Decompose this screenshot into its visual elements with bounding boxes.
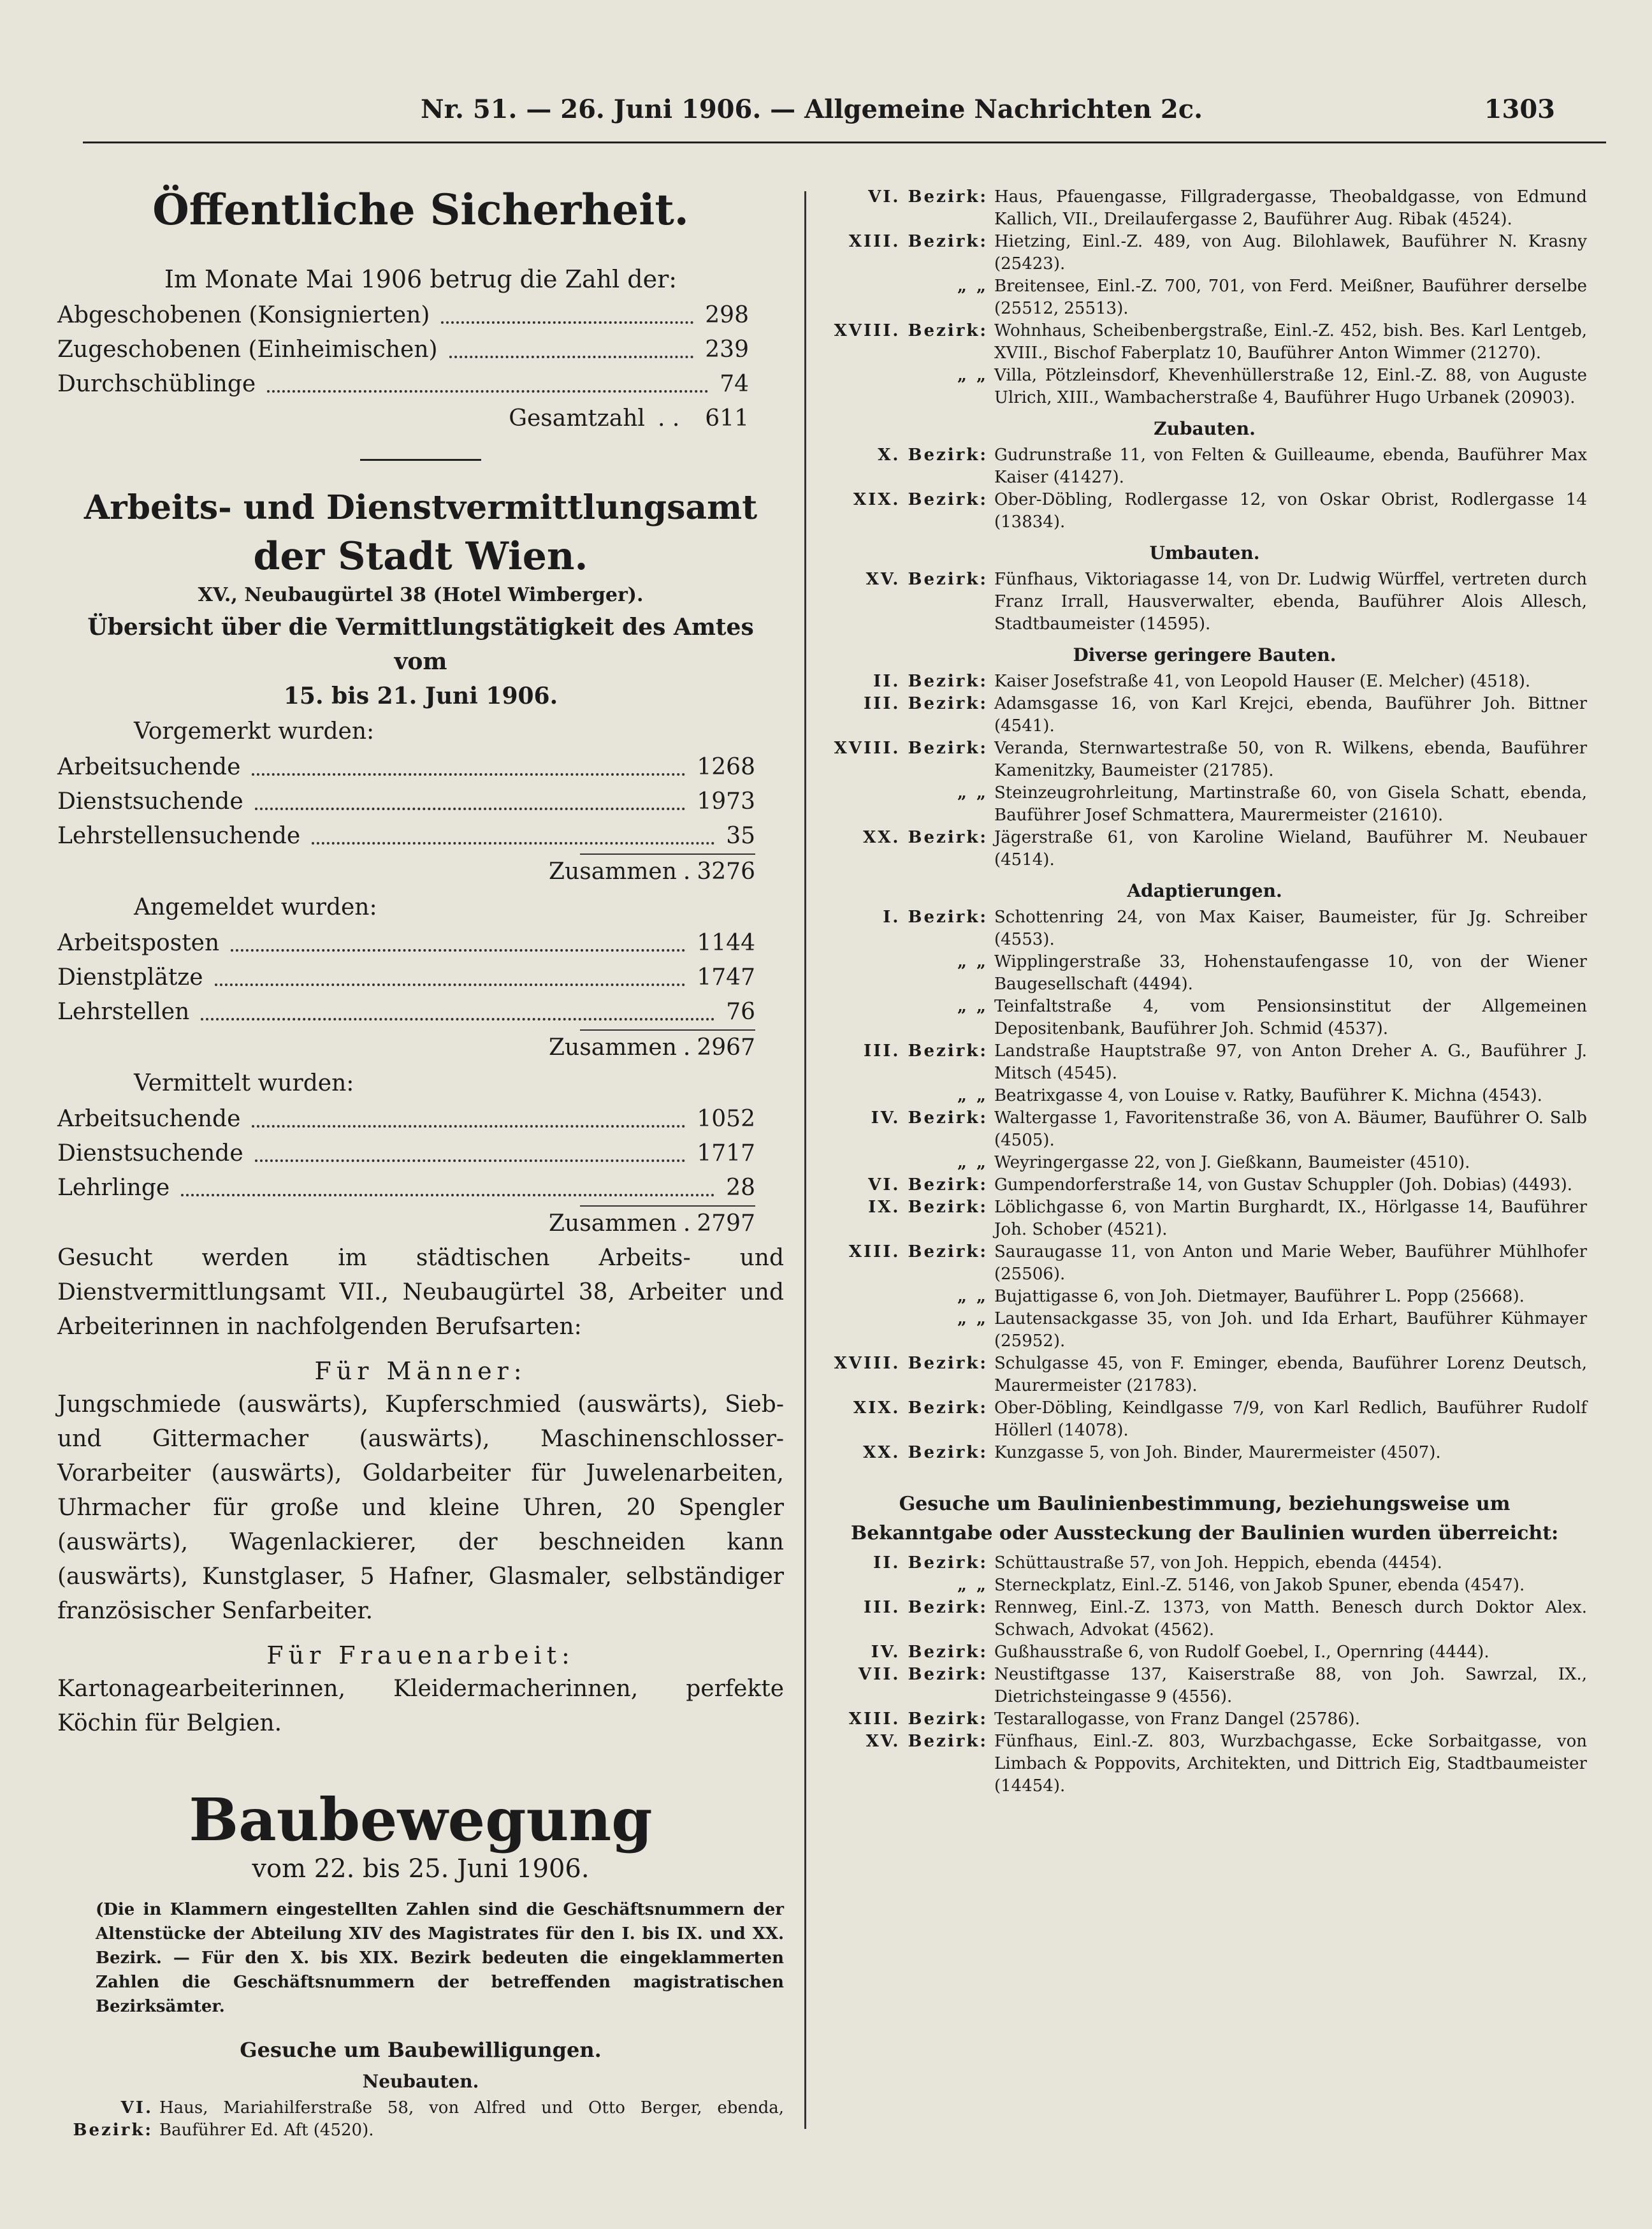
column-divider [804, 191, 806, 2129]
left-column [57, 185, 784, 2142]
frauen-heading: Für Frauenarbeit: [266, 1641, 575, 1669]
total-row: Zusammen . 2967 [580, 1029, 755, 1065]
page-number: 1303 [1484, 94, 1555, 124]
list-item: X. Bezirk: Gudrunstraße 11, von Felten & Guilleaume, ebenda, Bauführer Max Kaiser (41427). [878, 446, 1587, 487]
table-row: Arbeitsuchende 1268 [57, 750, 755, 785]
right-column [822, 186, 1587, 1797]
baubewegung-note: (Die in Klammern eingestellten Zahlen sind die Geschäftsnummern der Altenstücke der Abteilung XIV des Magistrates für den I. bis IX. und XX. Bezirk. — Für den X. bis XIX. Bezirk bedeuten die eingeklammerten Zahlen die Geschäftsnummern der betreffenden magistratischen Bezirksämter. [96, 1900, 784, 2016]
list-item: „ „ Weyringergasse 22, von J. Gießkann, Baumeister (4510). [957, 1153, 1470, 1172]
header-text: Nr. 51. — 26. Juni 1906. — Allgemeine Nachrichten 2c. [421, 94, 1203, 124]
list-item: VI. Bezirk: Gumpendorferstraße 14, von Gustav Schuppler (Joh. Dobias) (4493). [868, 1175, 1573, 1194]
list-item: IV. Bezirk: Gußhausstraße 6, von Rudolf Goebel, I., Opernring (4444). [871, 1643, 1489, 1662]
list-item: „ „ Wipplingerstraße 33, Hohenstaufengasse 10, von der Wiener Baugesellschaft (4494). [957, 952, 1587, 994]
list-item: „ „ Sterneckplatz, Einl.-Z. 5146, von Jakob Spuner, ebenda (4547). [957, 1576, 1525, 1595]
baulinien-heading: Gesuche um Baulinienbestimmung, beziehungsweise um Bekanntgabe oder Aussteckung der Baulinien wurden überreicht: [850, 1493, 1559, 1544]
list-item: XIX. Bezirk: Ober-Döbling, Keindlgasse 7/9, von Karl Redlich, Bauführer Rudolf Höllerl (14078). [853, 1398, 1587, 1440]
list-item: „ „ Teinfaltstraße 4, vom Pensionsinstitut der Allgemeinen Depositenbank, Bauführer Joh. Schmid (4537). [957, 997, 1587, 1038]
umbauten-heading: Umbauten. [1149, 542, 1260, 563]
sicherheit-title: Öffentliche Sicherheit. [152, 185, 689, 235]
table-row: Lehrstellensuchende 35 [57, 819, 755, 853]
list-item: IV. Bezirk: Waltergasse 1, Favoritenstraße 36, von A. Bäumer, Bauführer O. Salb (4505). [871, 1108, 1587, 1150]
list-item: II. Bezirk: Kaiser Josefstraße 41, von Leopold Hauser (E. Melcher) (4518). [873, 672, 1531, 691]
diverse-heading: Diverse geringere Bauten. [1073, 644, 1337, 665]
list-item: III. Bezirk: Rennweg, Einl.-Z. 1373, von Matth. Benesch durch Doktor Alex. Schwach, Advokat (4562). [863, 1598, 1587, 1639]
gesuche-heading: Gesuche um Baubewilligungen. [240, 2038, 602, 2062]
list-item: XIII. Bezirk: Hietzing, Einl.-Z. 489, von Aug. Bilohlawek, Bauführer N. Krasny (25423). [848, 232, 1587, 273]
list-item: VII. Bezirk: Neustiftgasse 137, Kaiserstraße 88, von Joh. Sawrzal, IX., Dietrichsteingasse 9 (4556). [858, 1665, 1587, 1706]
list-item: XVIII. Bezirk: Schulgasse 45, von F. Eminger, ebenda, Bauführer Lorenz Deutsch, Maurermeister (21783). [834, 1354, 1587, 1395]
page-header [421, 94, 1555, 124]
table-row: Dienstsuchende 1717 [57, 1136, 755, 1171]
list-item: XIII. Bezirk: Sauraugasse 11, von Anton und Marie Weber, Bauführer Mühlhofer (25506). [848, 1242, 1587, 1284]
maenner-heading: Für Männer: [314, 1357, 527, 1385]
list-item: XIII. Bezirk: Testarallogasse, von Franz Dangel (25786). [848, 1710, 1360, 1729]
group-heading: Vermittelt wurden: [134, 1070, 354, 1096]
list-item: „ „ Beatrixgasse 4, von Louise v. Ratky, Bauführer K. Michna (4543). [957, 1086, 1542, 1105]
amt-address: XV., Neubaugürtel 38 (Hotel Wimberger). [198, 584, 644, 606]
neubauten-heading: Neubauten. [362, 2071, 479, 2092]
list-item: III. Bezirk: Adamsgasse 16, von Karl Krejci, ebenda, Bauführer Joh. Bittner (4541). [863, 694, 1587, 736]
amt-title: Arbeits- und Dienstvermittlungsamt der Stadt Wien. [83, 488, 758, 579]
table-row: Dienstplätze 1747 [57, 961, 755, 995]
table-row: Abgeschobenen (Konsignierten) 298 [57, 298, 749, 333]
list-item: „ „ Breitensee, Einl.-Z. 700, 701, von Ferd. Meißner, Bauführer derselbe (25512, 25513). [957, 277, 1587, 318]
list-item: XX. Bezirk: Jägerstraße 61, von Karoline Wieland, Bauführer M. Neubauer (4514). [863, 828, 1587, 869]
list-item: XX. Bezirk: Kunzgasse 5, von Joh. Binder, Maurermeister (4507). [863, 1443, 1441, 1462]
group-heading: Vorgemerkt wurden: [134, 718, 375, 744]
list-item: I. Bezirk: Schottenring 24, von Max Kaiser, Baumeister, für Jg. Schreiber (4553). [883, 908, 1587, 949]
table-row: Zugeschobenen (Einheimischen) 239 [57, 333, 749, 367]
group-heading: Angemeldet wurden: [134, 894, 377, 920]
list-item: „ „ Steinzeugrohrleitung, Martinstraße 60, von Gisela Schatt, ebenda, Bauführer Josef Schmattera, Maurermeister (21610). [957, 783, 1587, 825]
list-item: III. Bezirk: Landstraße Hauptstraße 97, von Anton Dreher A. G., Bauführer J. Mitsch (4545). [863, 1042, 1587, 1083]
total-row: Gesamtzahl . . 611 [509, 405, 749, 432]
list-item: II. Bezirk: Schüttaustraße 57, von Joh. Heppich, ebenda (4454). [873, 1553, 1442, 1572]
sicherheit-intro: Im Monate Mai 1906 betrug die Zahl der: [164, 265, 677, 293]
table-row: Arbeitsuchende 1052 [57, 1102, 755, 1136]
list-item: XVIII. Bezirk: Wohnhaus, Scheibenbergstraße, Einl.-Z. 452, bish. Bes. Karl Lentgeb, XVIII., Bischof Faberplatz 10, Bauführer Anton Wimmer (21270). [834, 321, 1587, 363]
amt-table [57, 713, 784, 1241]
list-item: XVIII. Bezirk: Veranda, Sternwartestraße 50, von R. Wilkens, ebenda, Bauführer Kamenitzky, Baumeister (21785). [834, 739, 1587, 780]
table-row: Arbeitsposten 1144 [57, 926, 755, 961]
list-item: „ „ Bujattigasse 6, von Joh. Dietmayer, Bauführer L. Popp (25668). [957, 1287, 1525, 1306]
list-item: VI. Bezirk: Haus, Pfauengasse, Fillgradergasse, Theobaldgasse, von Edmund Kallich, VII., Dreilaufergasse 2, Bauführer Aug. Ribak (4524). [868, 187, 1587, 229]
adaptierungen-heading: Adaptierungen. [1127, 880, 1282, 901]
section-divider [360, 459, 481, 461]
table-row: Dienstsuchende 1973 [57, 785, 755, 819]
total-row: Zusammen . 3276 [580, 853, 755, 889]
baubewegung-title: Baubewegung [189, 1785, 653, 1854]
table-row: Lehrlinge 28 [57, 1171, 755, 1205]
list-item: XV. Bezirk: Fünfhaus, Einl.-Z. 803, Wurzbachgasse, Ecke Sorbaitgasse, von Limbach & Poppovits, Architekten, und Dittrich Eig, Stadtbaumeister (14454). [866, 1732, 1587, 1796]
list-item: „ „ Lautensackgasse 35, von Joh. und Ida Erhart, Bauführer Kühmayer (25952). [957, 1309, 1587, 1351]
list-item: XIX. Bezirk: Ober-Döbling, Rodlergasse 12, von Oskar Obrist, Rodlergasse 14 (13834). [853, 490, 1587, 532]
amt-subtitle: Übersicht über die Vermittlungstätigkeit des Amtes vom 15. bis 21. Juni 1906. [87, 614, 754, 709]
total-row: Zusammen . 2797 [580, 1205, 755, 1241]
baubewegung-dates: vom 22. bis 25. Juni 1906. [252, 1854, 590, 1884]
frauen-text: Kartonagearbeiterinnen, Kleidermacherinnen, perfekte Köchin für Belgien. [57, 1676, 784, 1736]
maenner-text: Jungschmiede (auswärts), Kupferschmied (auswärts), Sieb- und Gittermacher (auswärts), Maschinenschlosser-Vorarbeiter (auswärts), Goldarbeiter für Juwelenarbeiten, Uhrmacher für große und kleine Uhren, 20 Spengler (auswärts), Wagenlackierer, der beschneiden kann (auswärts), Kunstglaser, 5 Hafner, Glasmaler, selbständiger französischer Senfarbeiter. [57, 1391, 784, 1624]
gesucht-text: Gesucht werden im städtischen Arbeits- und Dienstvermittlungsamt VII., Neubaugürtel 38, Arbeiter und Arbeiterinnen in nachfolgenden Berufsarten: [57, 1245, 784, 1340]
list-item: „ „ Villa, Pötzleinsdorf, Khevenhüllerstraße 12, Einl.-Z. 88, von Auguste Ulrich, XIII., Wambacherstraße 4, Bauführer Hugo Urbanek (20903). [957, 366, 1587, 407]
zubauten-heading: Zubauten. [1154, 418, 1256, 439]
sicherheit-table [57, 298, 784, 436]
header-rule [83, 142, 1606, 143]
table-row: Lehrstellen 76 [57, 995, 755, 1029]
list-item: VI. Bezirk: Haus, Mariahilferstraße 58, von Alfred und Otto Berger, ebenda, Bauführer Ed. Aft (4520). [73, 2098, 784, 2140]
list-item: IX. Bezirk: Löblichgasse 6, von Martin Burghardt, IX., Hörlgasse 14, Bauführer Joh. Schober (4521). [868, 1198, 1587, 1239]
list-item: XV. Bezirk: Fünfhaus, Viktoriagasse 14, von Dr. Ludwig Würffel, vertreten durch Franz Irrall, Hausverwalter, ebenda, Bauführer Alois Allesch, Stadtbaumeister (14595). [866, 570, 1587, 634]
table-row: Durchschüblinge 74 [57, 367, 749, 402]
